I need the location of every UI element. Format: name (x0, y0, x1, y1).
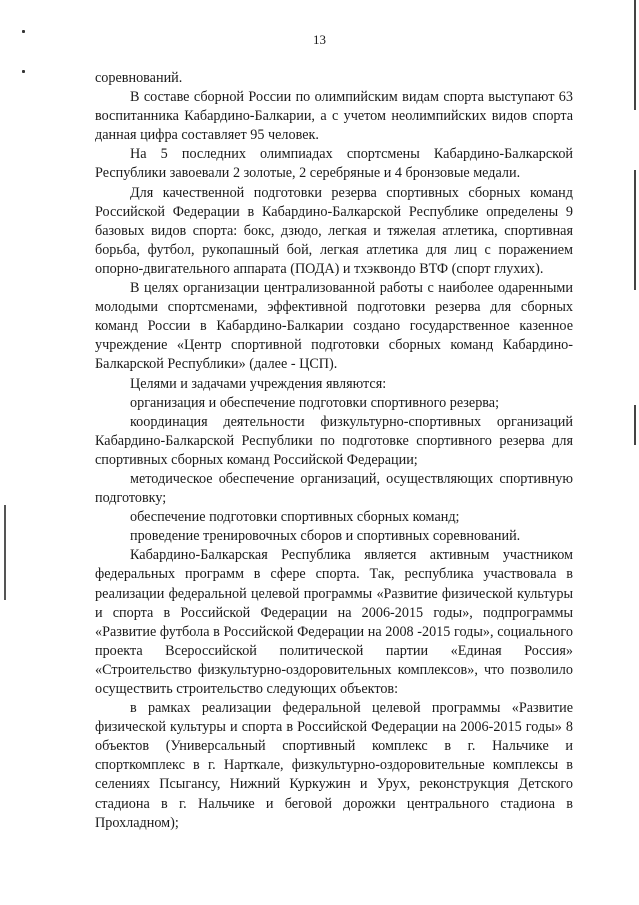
paragraph: в рамках реализации федеральной целевой программы «Развитие физической культуры и спорта в Российской Федерации на 2006-2015 годы» 8 объектов (Универсальный спортивный комплекс в г. Нальчике и спорткомплекс в г. Нарткале, физкультурно-оздоровительные комплексы в селениях Псыгансу, Нижний Куркужин и Урух, реконструкция Детского стадиона в г. Нальчике и беговой дорожки центрального стадиона в Прохладном); (95, 700, 573, 831)
paragraph: В целях организации централизованной работы с наиболее одаренными молодыми спортсменами, эффективной подготовки резерва для сборных команд России в Кабардино-Балкарии создано государственное казенное учреждение «Центр спортивной подготовки сборных команд Кабардино-Балкарской Республики» (далее - ЦСП). (95, 280, 573, 373)
paragraph: Для качественной подготовки резерва спортивных сборных команд Российской Федерации в Кабардино-Балкарской Республике определены 9 базовых видов спорта: бокс, дзюдо, легкая и тяжелая атлетика, спортивная борьба, футбол, рукопашный бой, легкая атлетика для лиц с поражением опорно-двигательного аппарата (ПОДА) и тхэквондо ВТФ (спорт глухих). (95, 184, 573, 277)
paragraph: Целями и задачами учреждения являются: (130, 375, 387, 392)
scan-edge-line (634, 405, 636, 445)
list-item: обеспечение подготовки спортивных сборных команд; (130, 509, 460, 526)
list-item: координация деятельности физкультурно-спортивных организаций Кабардино-Балкарской Республики по подготовке спортивного резерва для спортивных сборных команд Российской Федерации; (95, 413, 573, 468)
document-body (95, 69, 573, 833)
scan-edge-line (634, 0, 636, 110)
paragraph: Кабардино-Балкарская Республика является активным участником федеральных программ в сфере спорта. Так, республика участвовала в реализации федеральной целевой программы «Развитие физической культуры и спорта в Российской Федерации на 2006-2015 годы», подпрограммы «Развитие футбола в Российской Федерации на 2008 -2015 годы», социального проекта Всероссийской политической партии «Единая Россия» «Строительство физкультурно-оздоровительных комплексов», что позволило осуществить строительство следующих объектов: (95, 547, 573, 697)
list-item: методическое обеспечение организаций, осуществляющих спортивную подготовку; (95, 470, 573, 507)
scan-edge-line (634, 170, 636, 290)
scan-binding-mark (4, 505, 6, 600)
scan-speck (22, 70, 25, 73)
list-item: проведение тренировочных сборов и спортивных соревнований. (130, 528, 521, 545)
paragraph: В составе сборной России по олимпийским видам спорта выступают 63 воспитанника Кабардино-Балкарии, а с учетом неолимпийских видов спорта данная цифра составляет 95 человек. (95, 89, 573, 144)
paragraph: соревнований. (95, 70, 183, 86)
list-item: организация и обеспечение подготовки спортивного резерва; (130, 394, 500, 411)
page-number: 13 (313, 32, 326, 47)
paragraph: На 5 последних олимпиадах спортсмены Кабардино-Балкарской Республики завоевали 2 золотые, 2 серебряные и 4 бронзовые медали. (95, 146, 573, 182)
